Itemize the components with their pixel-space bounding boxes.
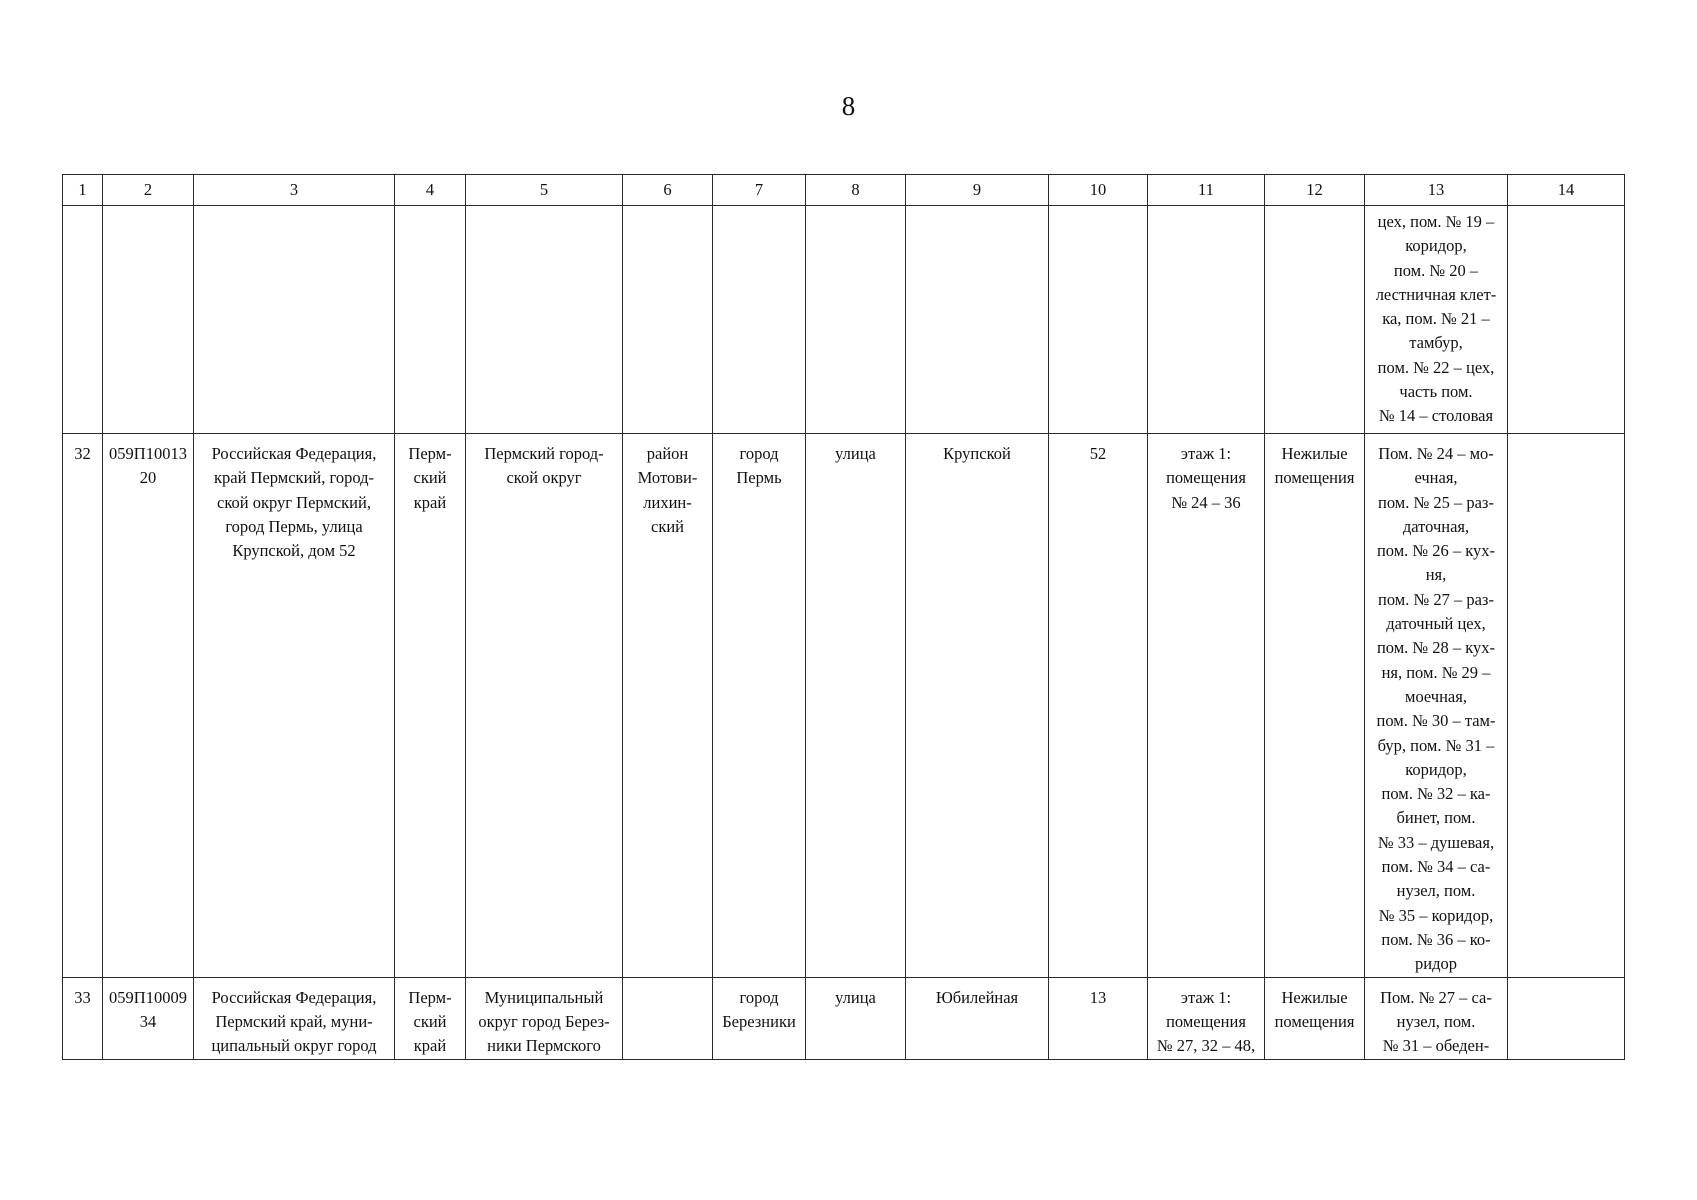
cell-premises-list: цех, пом. № 19 – коридор, пом. № 20 – лестничная клет- ка, пом. № 21 – тамбур, пом. № 22 – цех, часть пом. № 14 – столовая: [1365, 206, 1508, 434]
cell-floor-premises: этаж 1: помещения № 24 – 36: [1148, 434, 1265, 978]
cell-house: 52: [1049, 434, 1148, 978]
cell-settlement: [713, 206, 806, 434]
cell-address: Российская Федерация, Пермский край, муни- ципальный округ город: [194, 977, 395, 1059]
col-header-4: 4: [395, 175, 466, 206]
cell-street-type: [806, 206, 906, 434]
cell-registry-code: 059П10009 34: [103, 977, 194, 1059]
col-header-8: 8: [806, 175, 906, 206]
cell-district: [623, 977, 713, 1059]
cell-object-type: Нежилые помещения: [1265, 977, 1365, 1059]
cell-street-name: Юбилейная: [906, 977, 1049, 1059]
cell-house: 13: [1049, 977, 1148, 1059]
col-header-5: 5: [466, 175, 623, 206]
cell-municipality: Муниципальный округ город Берез- ники Пермского: [466, 977, 623, 1059]
cell-house: [1049, 206, 1148, 434]
table-row-32: [63, 434, 1625, 978]
cell-object-type: [1265, 206, 1365, 434]
col-header-13: 13: [1365, 175, 1508, 206]
cell-district: район Мотови- лихин- ский: [623, 434, 713, 978]
cell-street-type: улица: [806, 977, 906, 1059]
cell-settlement: город Березники: [713, 977, 806, 1059]
cell-registry-code: [103, 206, 194, 434]
column-number-row: [63, 175, 1625, 206]
cell-premises-list: Пом. № 24 – мо- ечная, пом. № 25 – раз- даточная, пом. № 26 – кух- ня, пом. № 27 – раз- даточный цех, пом. № 28 – кух- ня, пом. № 29 – моечная, пом. № 30 – там- бур, пом. № 31 – коридор, пом. № 32 – ка- бинет, пом. № 33 – душевая, пом. № 34 – са- нузел, пом. № 35 – коридор, пом. № 36 – ко- ридор: [1365, 434, 1508, 978]
registry-table: [62, 174, 1625, 1060]
cell-region: Перм- ский край: [395, 434, 466, 978]
cell-number: [63, 206, 103, 434]
cell-region: [395, 206, 466, 434]
table-row-33: [63, 977, 1625, 1059]
col-header-11: 11: [1148, 175, 1265, 206]
cell-registry-code: 059П10013 20: [103, 434, 194, 978]
cell-address: [194, 206, 395, 434]
cell-number: 32: [63, 434, 103, 978]
col-header-7: 7: [713, 175, 806, 206]
col-header-14: 14: [1508, 175, 1625, 206]
cell-street-type: улица: [806, 434, 906, 978]
col-header-2: 2: [103, 175, 194, 206]
col-header-12: 12: [1265, 175, 1365, 206]
cell-region: Перм- ский край: [395, 977, 466, 1059]
cell-street-name: [906, 206, 1049, 434]
col-header-6: 6: [623, 175, 713, 206]
table-row-continued: [63, 206, 1625, 434]
cell-extra: [1508, 977, 1625, 1059]
col-header-3: 3: [194, 175, 395, 206]
col-header-10: 10: [1049, 175, 1148, 206]
cell-floor-premises: [1148, 206, 1265, 434]
col-header-9: 9: [906, 175, 1049, 206]
cell-address: Российская Федерация, край Пермский, город- ской округ Пермский, город Пермь, улица Крупской, дом 52: [194, 434, 395, 978]
cell-municipality: [466, 206, 623, 434]
page-number: 8: [841, 91, 856, 121]
col-header-1: 1: [63, 175, 103, 206]
cell-floor-premises: этаж 1: помещения № 27, 32 – 48,: [1148, 977, 1265, 1059]
cell-premises-list: Пом. № 27 – са- нузел, пом. № 31 – обеден-: [1365, 977, 1508, 1059]
cell-street-name: Крупской: [906, 434, 1049, 978]
cell-municipality: Пермский город- ской округ: [466, 434, 623, 978]
cell-extra: [1508, 434, 1625, 978]
cell-extra: [1508, 206, 1625, 434]
cell-district: [623, 206, 713, 434]
cell-object-type: Нежилые помещения: [1265, 434, 1365, 978]
cell-settlement: город Пермь: [713, 434, 806, 978]
cell-number: 33: [63, 977, 103, 1059]
